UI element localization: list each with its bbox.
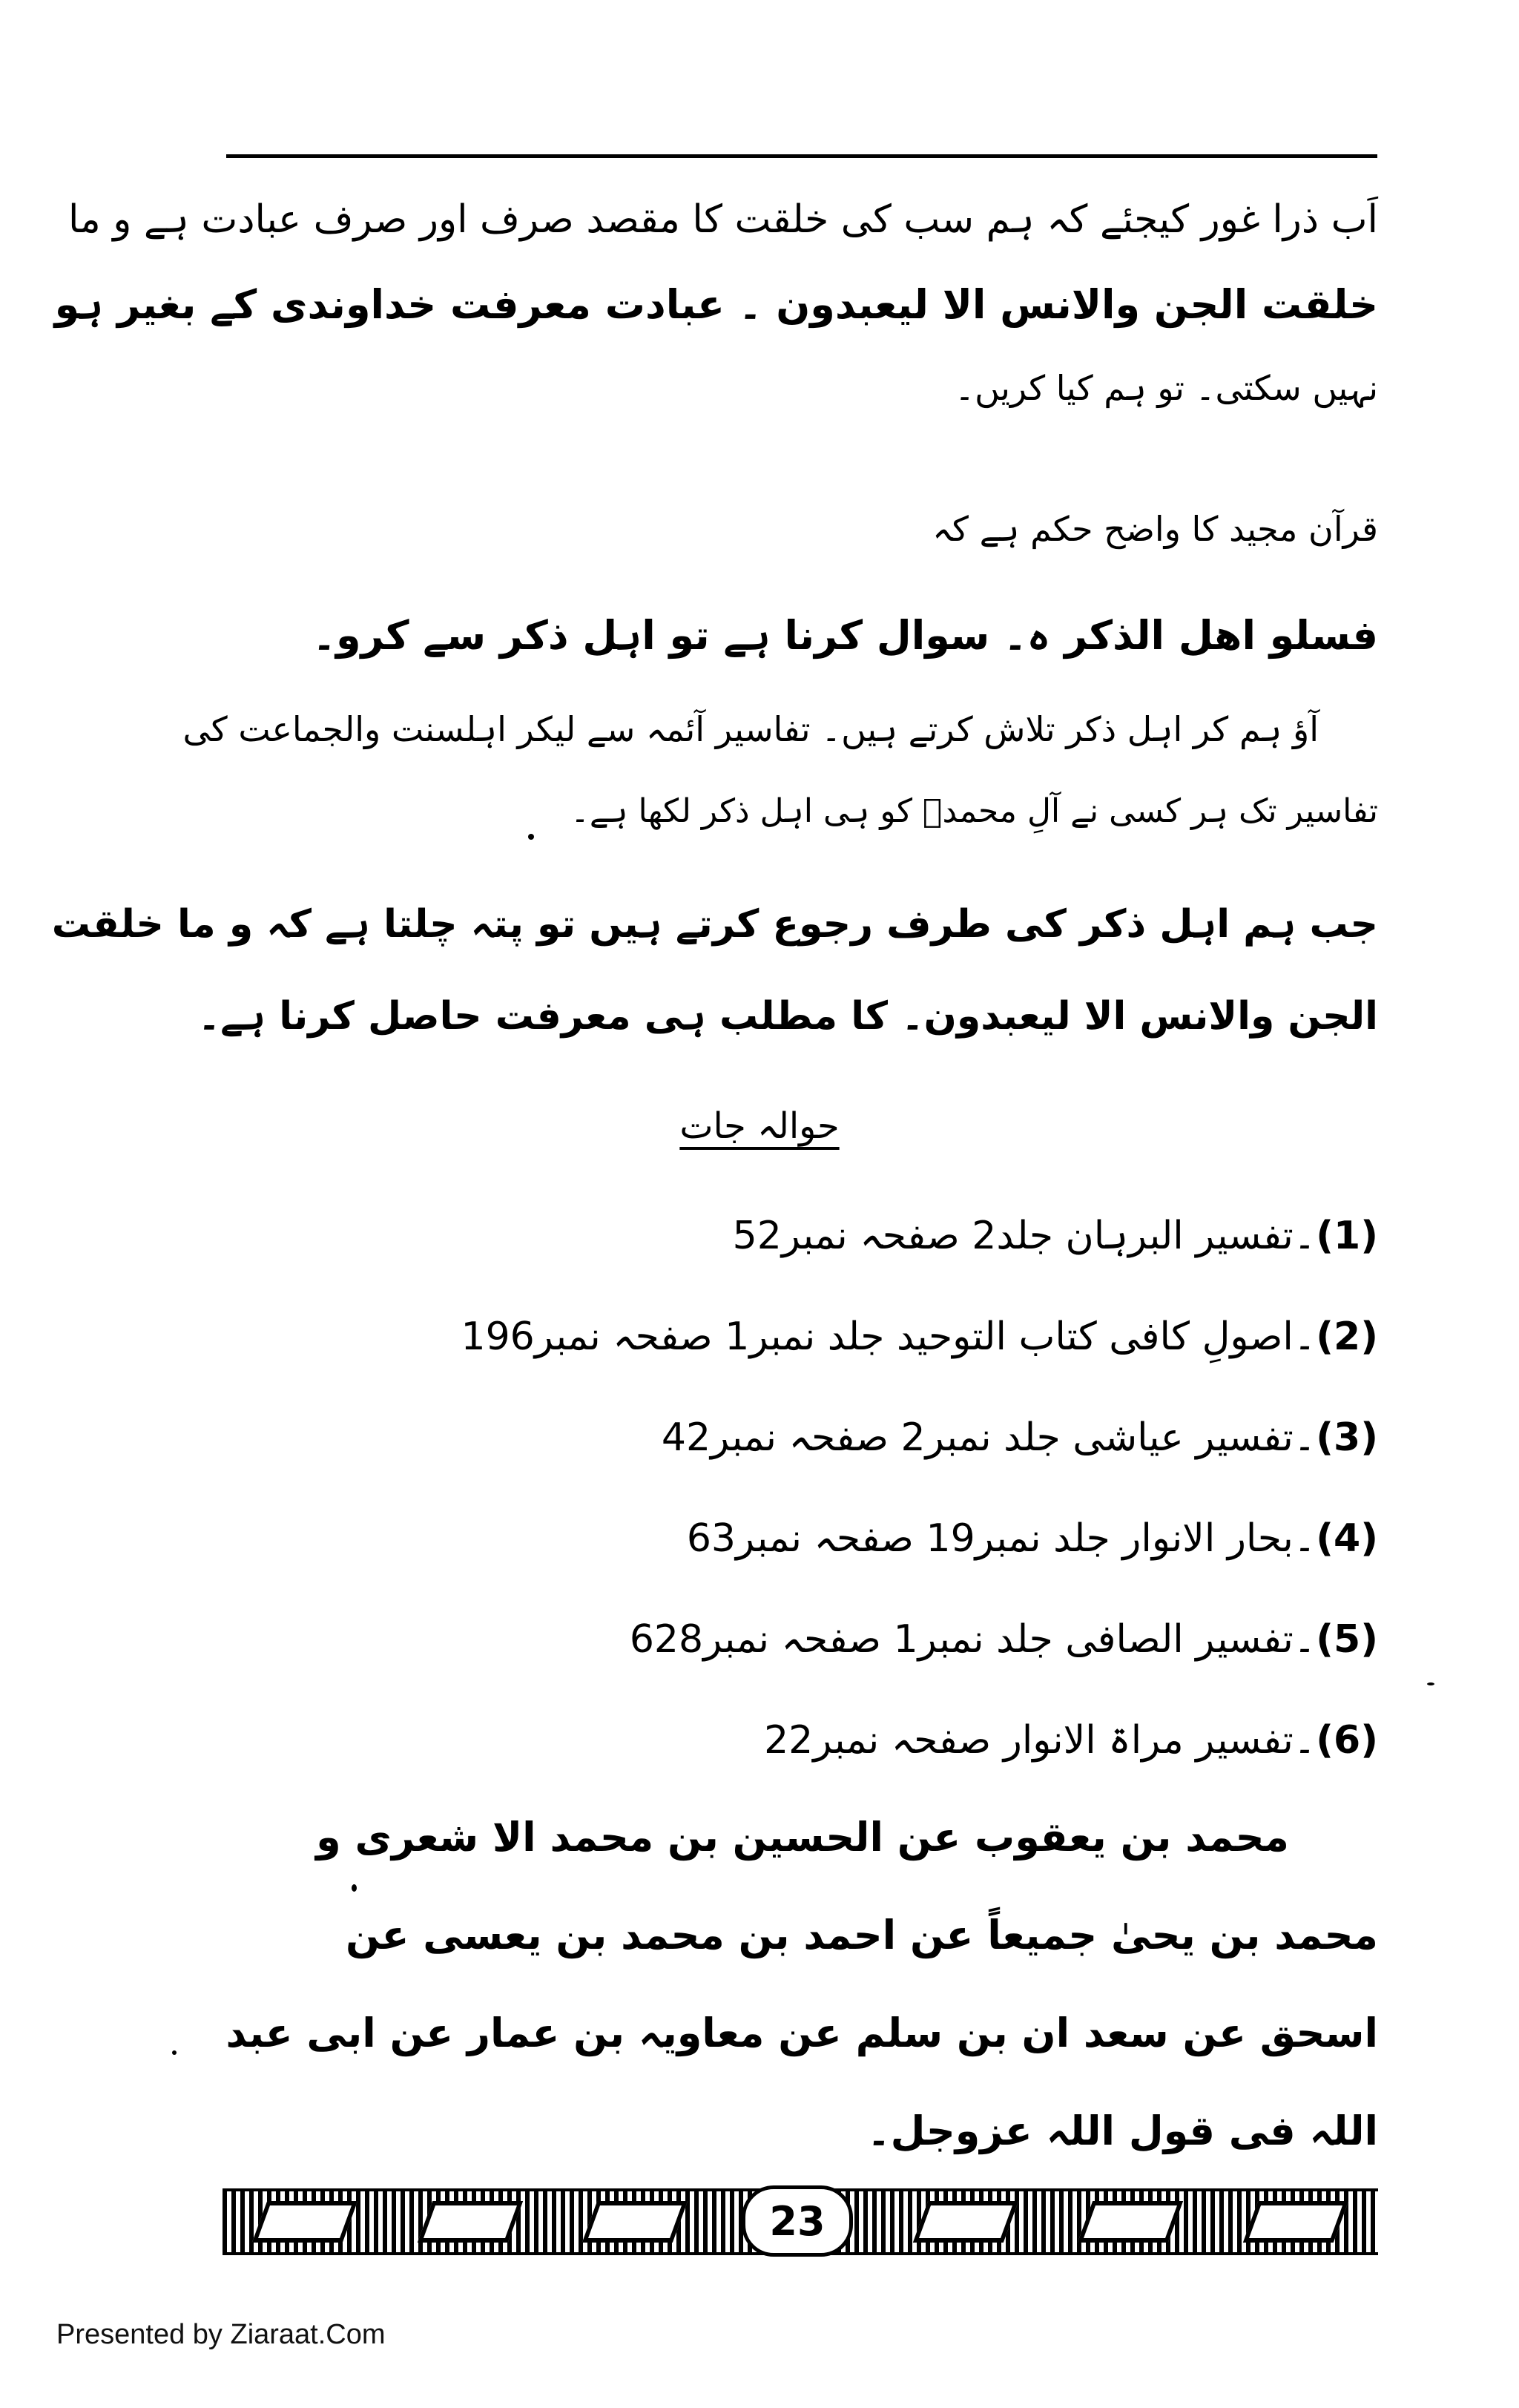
reference-number: (6)	[1316, 1718, 1378, 1763]
arabic-narration-line-1: محمد بن یعقوب عن الحسین بن محمد الا شعری و	[316, 1814, 1289, 1861]
paragraph-4	[182, 709, 1378, 830]
arabic-narration	[221, 1814, 1378, 2154]
paragraph-1-line-2: خلقت الجن والانس الا لیعبدون ۔ عبادت معرفت خداوندی کے بغیر ہو	[54, 281, 1378, 328]
scan-speck	[352, 1884, 357, 1892]
reference-text: ۔تفسیر الصافی جلد نمبر1 صفحہ نمبر628	[629, 1617, 1317, 1662]
reference-number: (4)	[1316, 1516, 1378, 1561]
paragraph-4-line-2: تفاسیر تک ہر کسی نے آلِ محمدؐ کو ہی اہل ذکر لکھا ہے۔	[570, 792, 1378, 830]
ornament-diamond	[1078, 2201, 1183, 2243]
scan-speck	[528, 834, 534, 840]
ornament-diamond	[1242, 2201, 1348, 2243]
reference-number: (3)	[1316, 1415, 1378, 1460]
reference-text: ۔تفسیر مراۃ الانوار صفحہ نمبر22	[764, 1718, 1317, 1763]
paragraph-4-line-1: آؤ ہم کر اہل ذکر تلاش کرتے ہیں۔ تفاسیر آئمہ سے لیکر اہلسنت والجماعت کی	[182, 709, 1319, 749]
reference-item-2	[461, 1315, 1378, 1359]
reference-number: (2)	[1316, 1315, 1378, 1359]
ornament-diamond	[912, 2201, 1018, 2243]
reference-item-1	[488, 1214, 1378, 1258]
reference-number: (5)	[1316, 1617, 1378, 1662]
paragraph-5-line-2: الجن والانس الا لیعبدون۔ کا مطلب ہی معرفت حاصل کرنا ہے۔	[197, 994, 1378, 1039]
ornament-diamond	[582, 2201, 688, 2243]
references-heading: حوالہ جات	[679, 1105, 840, 1147]
paragraph-5	[51, 902, 1378, 1039]
scan-speck	[1427, 1682, 1434, 1685]
paragraph-1	[54, 197, 1378, 408]
paragraph-3: فسلو اھل الذکر ہ۔ سوال کرنا ہے تو اہل ذکر سے کرو۔	[312, 612, 1378, 659]
top-rule	[226, 154, 1377, 158]
arabic-narration-line-2: محمد بن یحیٰ جمیعاً عن احمد بن محمد بن یعسی عن	[346, 1912, 1378, 1958]
reference-item-4	[488, 1516, 1378, 1561]
reference-item-5	[488, 1617, 1378, 1662]
reference-text: ۔بحار الانوار جلد نمبر19 صفحہ نمبر63	[686, 1516, 1317, 1561]
paragraph-2: قرآن مجید کا واضح حکم ہے کہ	[932, 509, 1378, 549]
arabic-narration-line-4: اللہ فی قول اللہ عزوجل۔	[866, 2108, 1378, 2154]
ornament-diamond	[418, 2201, 523, 2243]
presented-by-credit: Presented by Ziaraat.Com	[56, 2319, 386, 2350]
paragraph-1-line-3: نہیں سکتی۔ تو ہم کیا کریں۔	[955, 368, 1378, 408]
references-list	[461, 1214, 1378, 1822]
arabic-narration-line-3: اسحق عن سعد ان بن سلم عن معاویہ بن عمار عن ابی عبد	[225, 2010, 1378, 2056]
reference-number: (1)	[1316, 1214, 1378, 1258]
reference-text: ۔تفسیر البرہان جلد2 صفحہ نمبر52	[732, 1214, 1317, 1258]
paragraph-5-line-1: جب ہم اہل ذکر کی طرف رجوع کرتے ہیں تو پتہ چلتا ہے کہ و ما خلقت	[51, 902, 1378, 947]
scan-speck	[172, 2050, 177, 2055]
reference-text: ۔تفسیر عیاشی جلد نمبر2 صفحہ نمبر42	[661, 1415, 1317, 1460]
paragraph-1-line-1: اَب ذرا غور کیجئے کہ ہم سب کی خلقت کا مقصد صرف اور صرف عبادت ہے و ما	[68, 197, 1378, 242]
page-number: 23	[742, 2185, 853, 2257]
reference-text: ۔اصولِ کافی کتاب التوحید جلد نمبر1 صفحہ نمبر196	[461, 1315, 1317, 1359]
reference-item-3	[488, 1415, 1378, 1460]
reference-item-6	[488, 1718, 1378, 1763]
ornament-diamond	[252, 2201, 357, 2243]
